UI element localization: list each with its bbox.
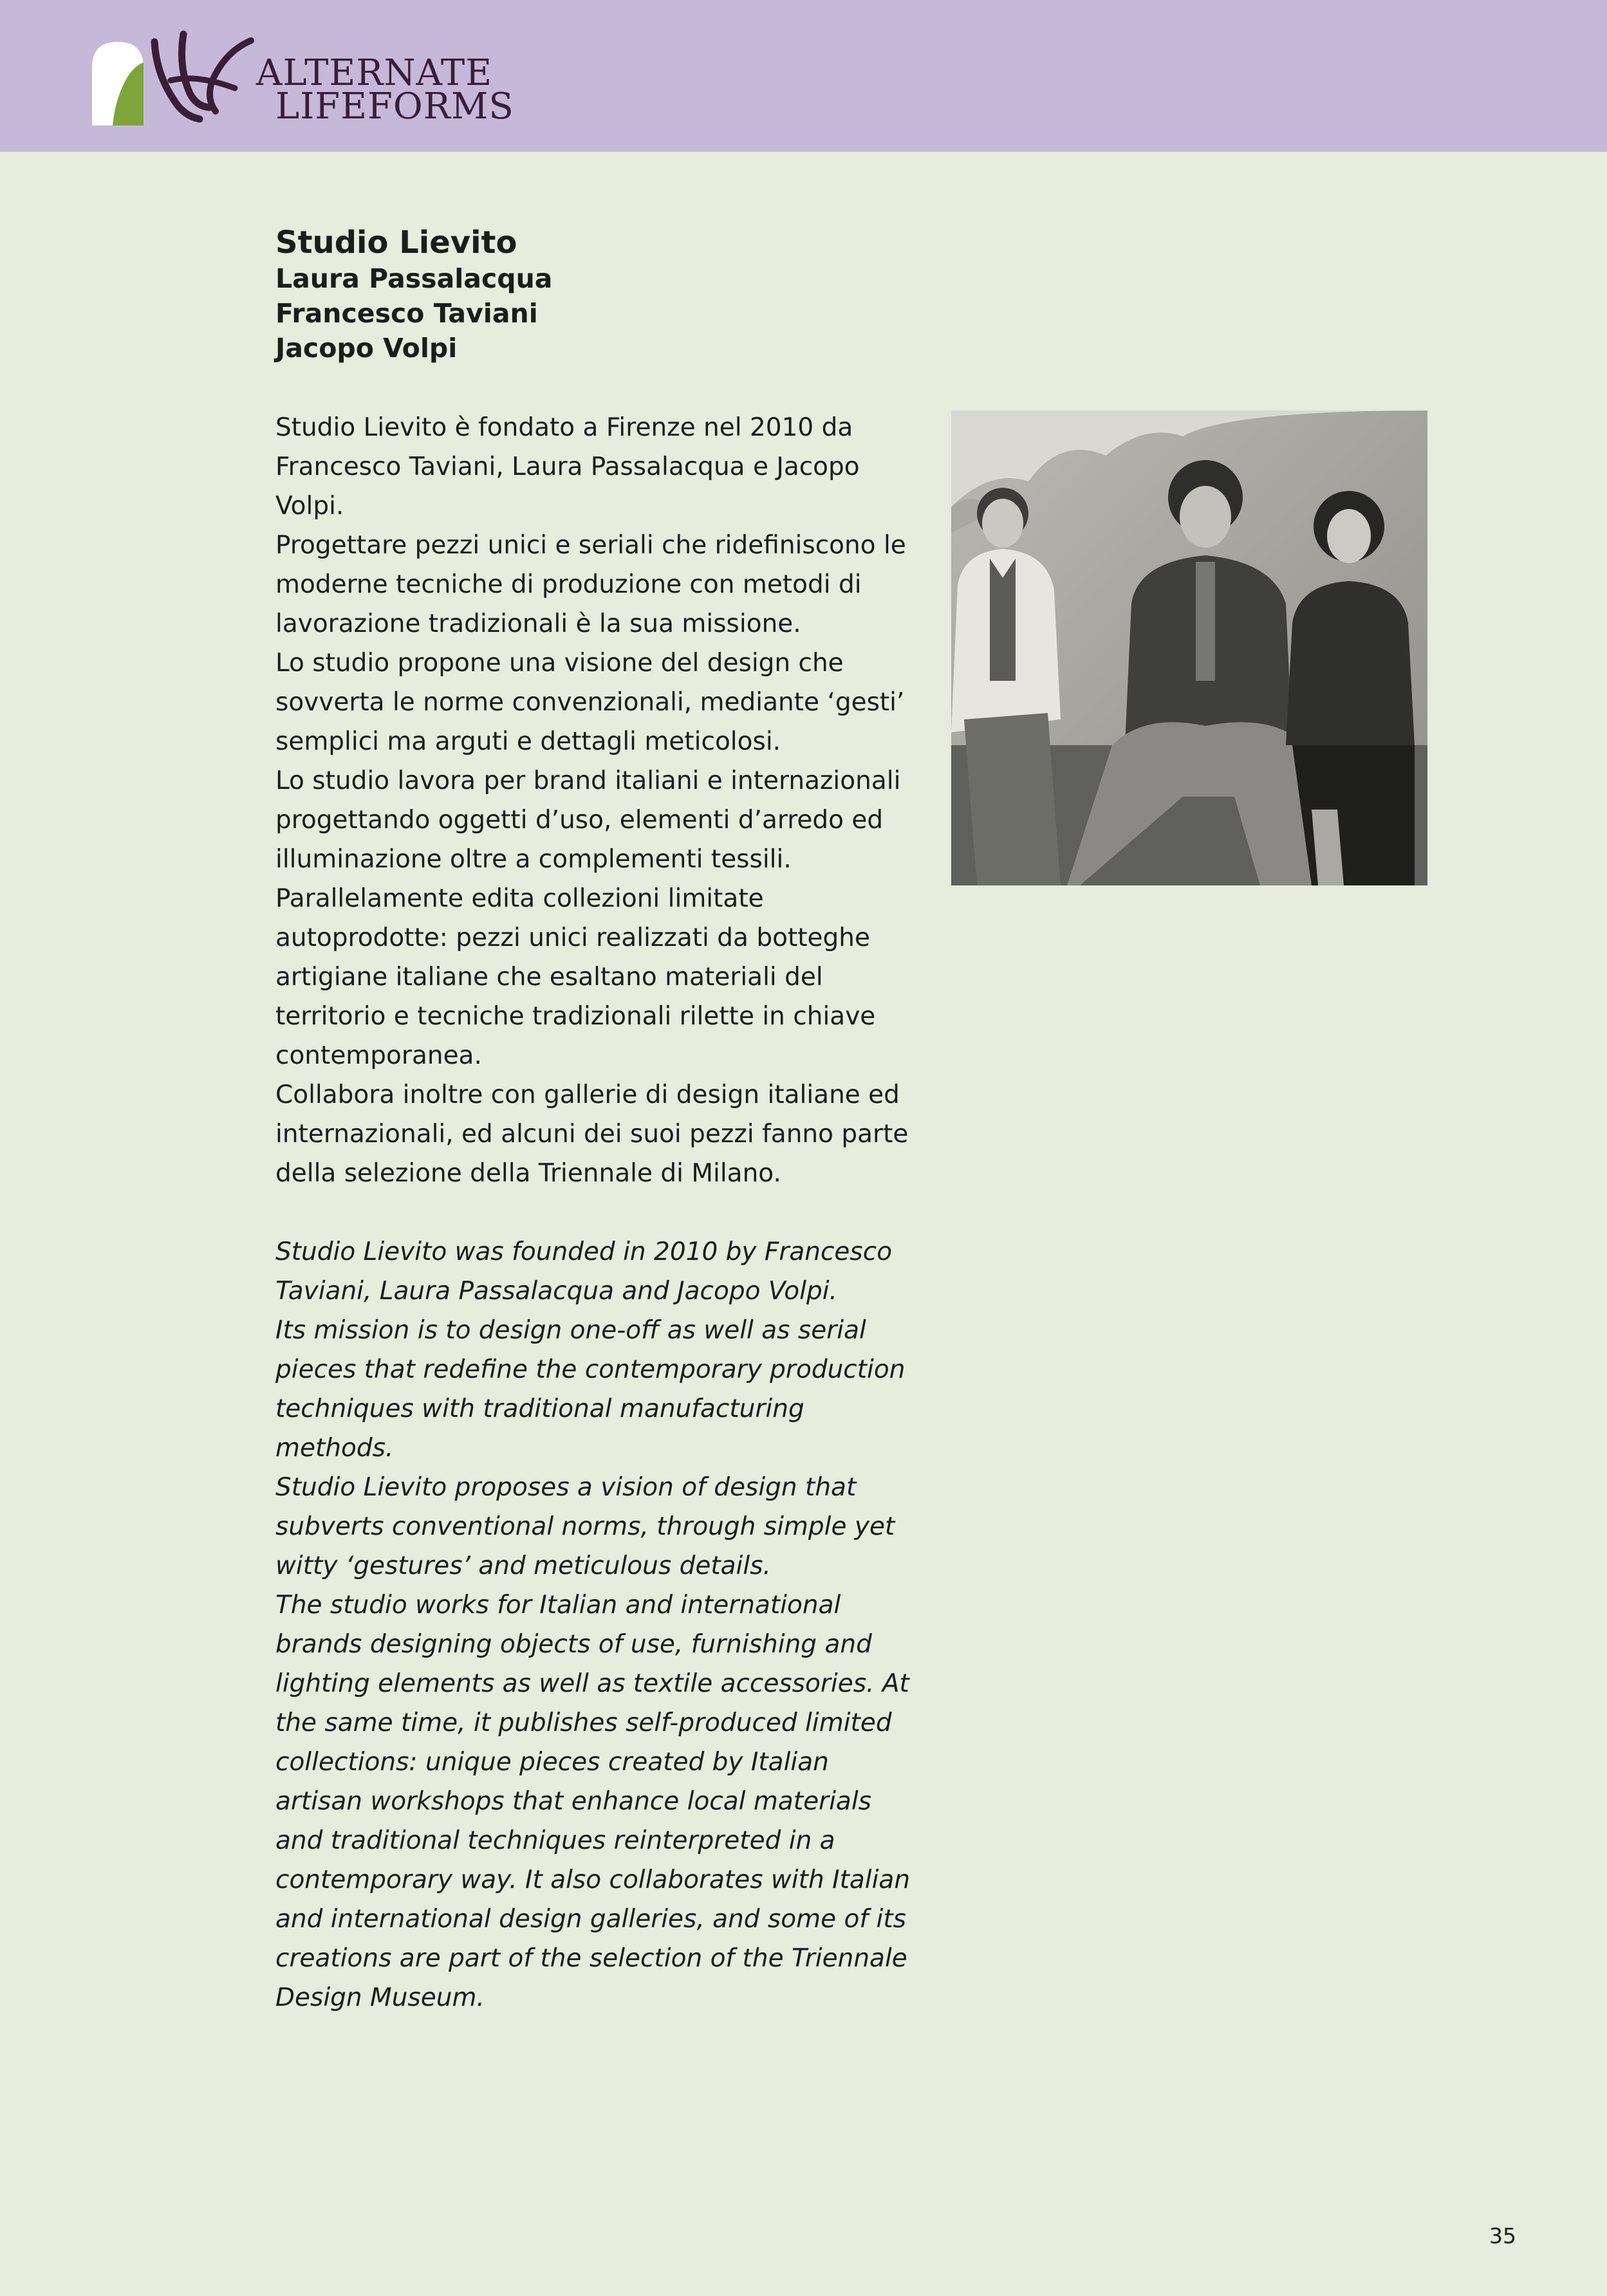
italian-paragraph: Lo studio propone una visione del design che sovverta le norme convenzionali, mediante ‘gesti’ semplici ma arguti e dettagli meticolosi. [275, 649, 905, 756]
english-paragraph: Studio Lievito proposes a vision of design that subverts conventional norms, through simple yet witty ‘gestures’ and meticulous details. [275, 1473, 895, 1580]
logo-wordmark [256, 52, 514, 127]
studio-name: Studio Lievito [275, 225, 517, 261]
member-list [275, 261, 919, 366]
header-band [0, 0, 1607, 152]
language-divider [275, 1193, 919, 1232]
logo-line-1: ALTERNATE [256, 52, 493, 94]
italian-paragraph: Progettare pezzi unici e seriali che ridefiniscono le moderne tecniche di produzione con metodi di lavorazione tradizionali è la sua missione. [275, 531, 906, 638]
team-photo [951, 411, 1427, 885]
italian-paragraph: Collabora inoltre con gallerie di design italiane ed internazionali, ed alcuni dei suoi pezzi fanno parte della selezione della Triennale di Milano. [275, 1080, 909, 1188]
page-number: 35 [1489, 2223, 1516, 2248]
italian-paragraph: Studio Lievito è fondato a Firenze nel 2010 da Francesco Taviani, Laura Passalacqua e Jacopo Volpi. [275, 413, 860, 521]
italian-text [275, 408, 919, 1193]
english-paragraph: Studio Lievito was founded in 2010 by Francesco Taviani, Laura Passalacqua and Jacopo Volpi. [275, 1237, 893, 1306]
italian-paragraph: Lo studio lavora per brand italiani e internazionali progettando oggetti d’uso, elementi d’arredo ed illuminazione oltre a complementi tessili. Parallelamente edita collezioni limitate autoprodotte: pezzi unici realizzati da botteghe artigiane italiane che esaltano materiali del territorio e tecniche tradizionali rilette in chiave contemporanea. [275, 766, 901, 1070]
member-name: Jacopo Volpi [275, 333, 458, 364]
english-text [275, 1232, 919, 2017]
logo-line-2: LIFEFORMS [275, 86, 514, 127]
article-body [275, 224, 919, 2017]
english-paragraph: The studio works for Italian and international brands designing objects of use, furnishing and lighting elements as well as textile accessories. At the same time, it publishes self-produced limited collections: unique pieces created by Italian artisan workshops that enhance local materials and traditional techniques reinterpreted in a contemporary way. It also collaborates with Italian and international design galleries, and some of its creations are part of the selection of the Triennale Design Museum. [275, 1591, 911, 2012]
member-name: Francesco Taviani [275, 298, 538, 329]
english-paragraph: Its mission is to design one-off as well as serial pieces that redefine the contemporary production techniques with traditional manufacturing methods. [275, 1316, 906, 1463]
logo-icon [87, 29, 261, 132]
member-name: Laura Passalacqua [275, 263, 553, 294]
